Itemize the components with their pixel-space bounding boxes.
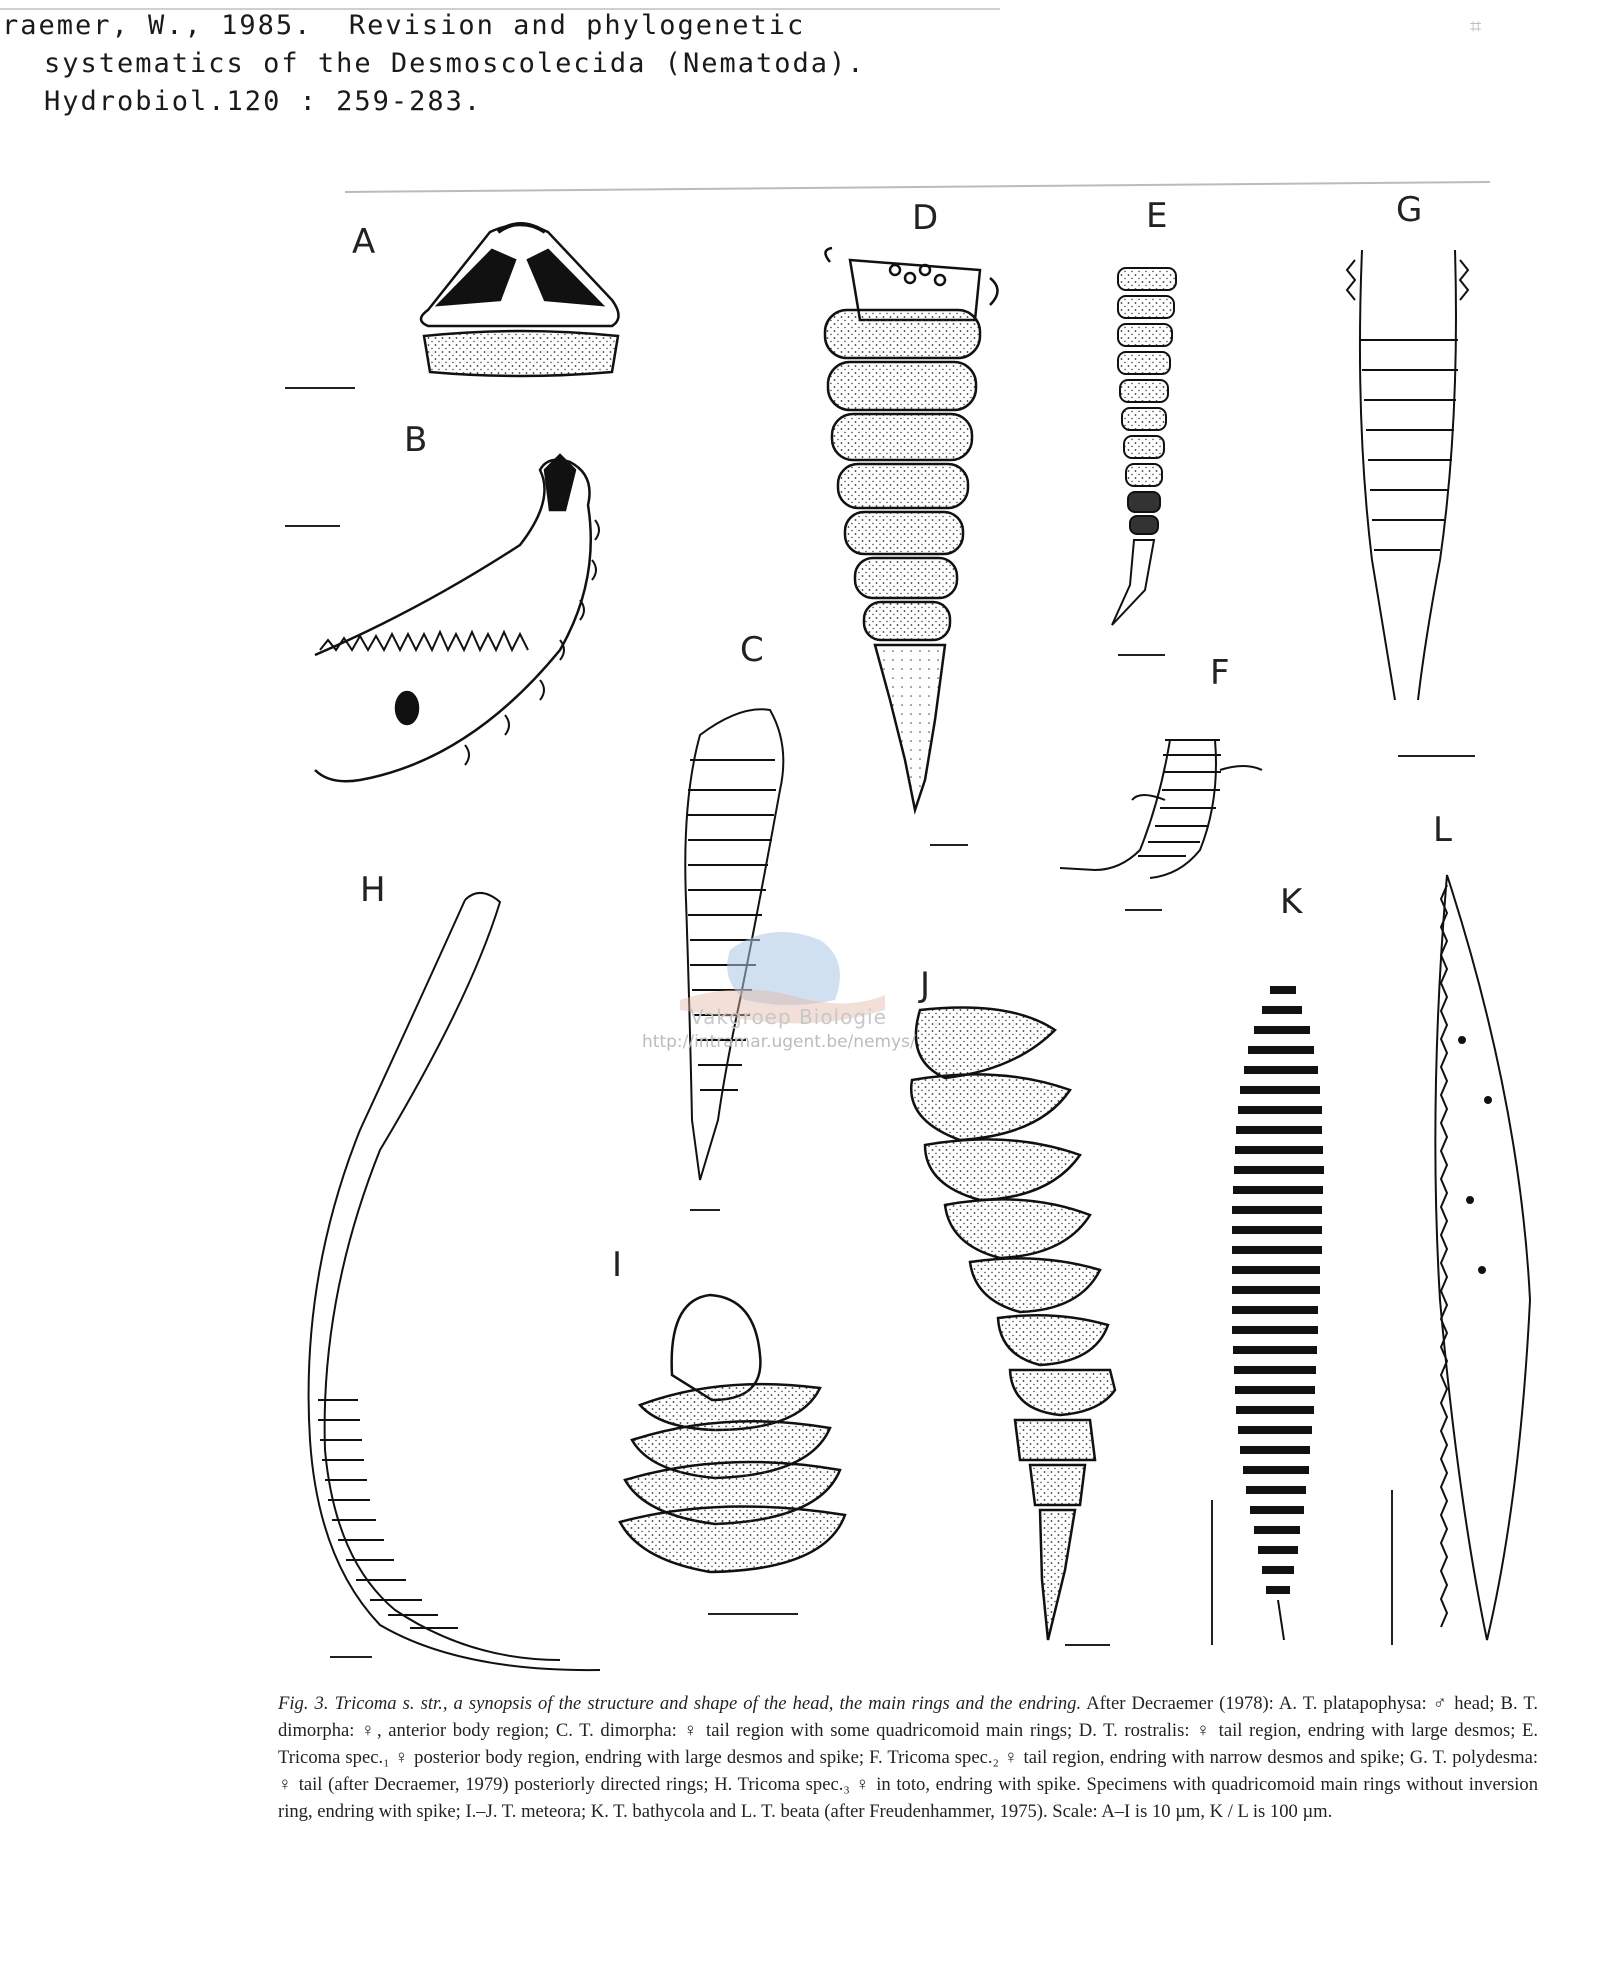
specimen-a-head: [421, 224, 619, 376]
specimen-b-anterior: [315, 455, 599, 781]
panel-label-g: G: [1396, 190, 1423, 230]
citation-line-3: Hydrobiol.120 : 259-283.: [44, 86, 483, 117]
caption-title: Tricoma s. str., a synopsis of the structure and shape of the head, the main rings and the endring.: [334, 1693, 1082, 1714]
panel-label-j: J: [920, 965, 931, 1005]
panel-label-e: E: [1146, 196, 1168, 236]
specimen-d-tail: [825, 248, 998, 810]
panel-label-d: D: [912, 198, 939, 238]
citation-line-1: raemer, W., 1985. Revision and phylogenetic: [2, 10, 806, 41]
panel-label-l: L: [1433, 810, 1452, 850]
specimen-f-tail: [1060, 740, 1262, 878]
panel-label-b: B: [404, 420, 428, 460]
caption-body: After Decraemer (1978): A. T. platapophysa: ♂ head; B. T. dimorpha: ♀, anterior body region; C. T. dimorpha: ♀ tail region with some quadricomoid main rings; D. T. rostralis: ♀ tail region, endring with large desmos; E. Tricoma spec.₁ ♀ posterior body region, endring with large desmos and spike; F. Tricoma spec.₂ ♀ tail region, endring with narrow desmos and spike; G. T. polydesma: ♀ tail (after Decraemer, 1979) posteriorly directed rings; H. Tricoma spec.₃ ♀ in toto, endring with spike. Specimens with quadricomoid main rings without inversion ring, endring with spike; I.–J. T. meteora; K. T. bathycola and L. T. beata (after Freudenhammer, 1975). Scale: A–I is 10 µm, K / L is 100 µm.: [278, 1693, 1538, 1822]
panel-label-i: I: [612, 1245, 623, 1285]
specimen-h-whole: [309, 893, 600, 1670]
panel-label-a: A: [352, 222, 376, 262]
watermark-url: http://intramar.ugent.be/nemys/: [642, 1032, 916, 1052]
caption-label: Fig. 3.: [278, 1693, 329, 1714]
figure-top-rule: [345, 182, 1490, 192]
specimen-l-whole: [1435, 875, 1530, 1640]
watermark-name: Vakgroep Biologie: [690, 1005, 887, 1029]
specimen-e-posterior: [1112, 268, 1176, 625]
specimen-k-whole: [1232, 990, 1324, 1640]
specimen-j-tail: [911, 1008, 1115, 1641]
panel-label-k: K: [1280, 882, 1303, 922]
panel-label-c: C: [740, 630, 764, 670]
citation-line-2: systematics of the Desmoscolecida (Nematoda).: [44, 48, 866, 79]
specimen-g-tail: [1347, 250, 1468, 700]
scan-corner-mark: ⌗: [1470, 14, 1482, 38]
panel-label-h: H: [360, 870, 386, 910]
specimen-i-head: [620, 1295, 845, 1572]
panel-label-f: F: [1210, 653, 1230, 693]
figure-caption: [278, 1690, 1538, 1825]
